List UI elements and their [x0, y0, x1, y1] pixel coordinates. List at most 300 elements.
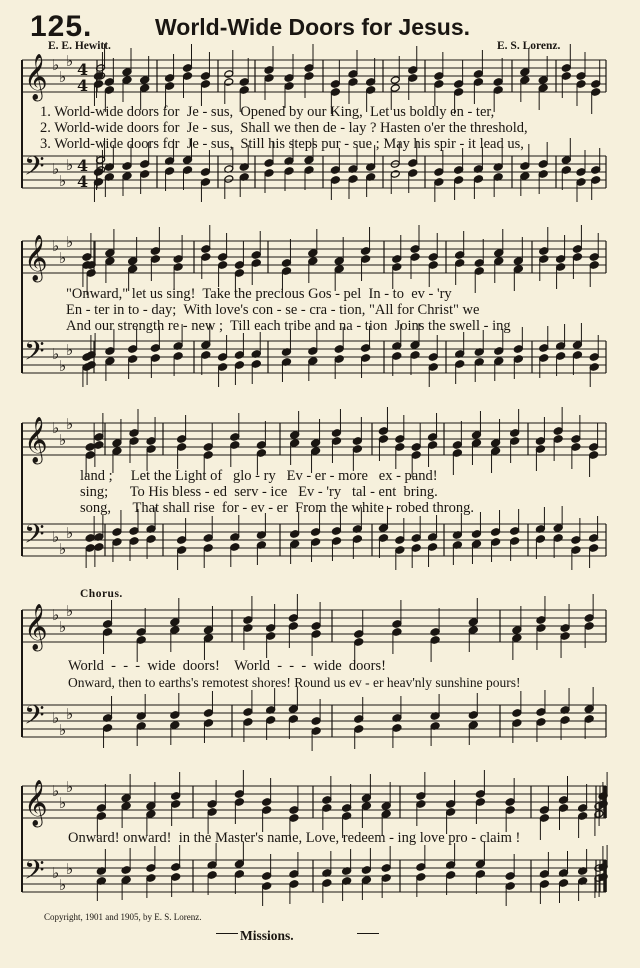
notehead [578, 812, 588, 821]
notehead [165, 74, 175, 83]
notehead [207, 808, 217, 817]
notehead [556, 263, 566, 272]
notehead [428, 363, 438, 372]
notehead [576, 168, 586, 177]
notehead [361, 876, 371, 885]
notehead [494, 357, 504, 366]
notehead [361, 354, 371, 363]
time-signature: 4 [77, 156, 89, 175]
notehead [348, 70, 358, 79]
notehead [290, 431, 300, 440]
notehead [330, 176, 340, 185]
notehead [454, 176, 464, 185]
notehead [207, 871, 217, 880]
notehead [410, 253, 420, 262]
notehead [591, 88, 601, 97]
notehead [471, 431, 481, 440]
notehead [408, 74, 418, 83]
notehead [366, 86, 376, 95]
notehead [200, 80, 210, 89]
copyright-notice: Copyright, 1901 and 1905, by E. S. Lorenz. [44, 912, 202, 922]
notehead [584, 705, 594, 714]
notehead [243, 708, 253, 717]
notehead [173, 255, 183, 264]
notehead [471, 530, 481, 539]
notehead [330, 166, 340, 175]
notehead [122, 172, 132, 181]
hymn-title: World-Wide Doors for Jesus. [155, 14, 471, 40]
notehead [183, 166, 193, 175]
notehead [165, 167, 175, 176]
flat-sign: ♭ [66, 341, 74, 359]
notehead [201, 341, 211, 350]
notehead [536, 718, 546, 727]
notehead [468, 626, 478, 635]
notehead [536, 616, 546, 625]
notehead [491, 447, 501, 456]
notehead [471, 540, 481, 549]
notehead [475, 860, 485, 869]
notehead [183, 72, 193, 81]
flat-sign: ♭ [66, 415, 74, 433]
notehead [288, 622, 298, 631]
notehead [243, 624, 253, 633]
system1-verse1: 1. World-wide doors for Je - sus, Opened by our King, Let us boldly en - ter, [40, 104, 495, 120]
notehead [262, 798, 272, 807]
notehead [128, 265, 138, 274]
notehead [491, 538, 501, 547]
notehead [146, 437, 156, 446]
notehead [121, 866, 131, 875]
notehead [520, 76, 530, 85]
notehead [129, 429, 139, 438]
notehead [408, 66, 418, 75]
notehead [416, 863, 426, 872]
notehead [239, 78, 249, 87]
notehead [264, 169, 274, 178]
notehead [491, 528, 501, 537]
notehead [200, 72, 210, 81]
hymn-number: 125. [30, 10, 93, 43]
bass-clef: 𝄢 [24, 854, 45, 892]
notehead [122, 76, 132, 85]
notehead [218, 353, 228, 362]
notehead [452, 449, 462, 458]
notehead [264, 159, 274, 168]
notehead [177, 443, 187, 452]
notehead [473, 78, 483, 87]
notehead [572, 341, 582, 350]
notehead [146, 802, 156, 811]
notehead [589, 451, 599, 460]
notehead [128, 257, 138, 266]
notehead [454, 88, 464, 97]
notehead [171, 863, 181, 872]
notehead [201, 351, 211, 360]
notehead [411, 544, 421, 553]
notehead [411, 451, 421, 460]
notehead [103, 628, 113, 637]
notehead [136, 628, 146, 637]
chorus-label: Chorus. [80, 588, 123, 600]
notehead [288, 705, 298, 714]
notehead [561, 166, 571, 175]
notehead [234, 798, 244, 807]
notehead [411, 443, 421, 452]
bass-clef: 𝄢 [24, 335, 45, 373]
notehead [304, 72, 314, 81]
notehead [381, 802, 391, 811]
notehead [264, 66, 274, 75]
notehead [471, 439, 481, 448]
notehead [173, 352, 183, 361]
time-signature: 4 [77, 76, 89, 95]
notehead [251, 251, 261, 260]
flat-sign: ♭ [66, 52, 74, 70]
notehead [520, 172, 530, 181]
notehead [416, 800, 426, 809]
notehead [512, 626, 522, 635]
notehead [392, 620, 402, 629]
notehead [539, 806, 549, 815]
bass-clef: 𝄢 [24, 150, 45, 188]
notehead [416, 873, 426, 882]
notehead [150, 354, 160, 363]
notehead [201, 245, 211, 254]
notehead [85, 443, 95, 452]
notehead [96, 812, 106, 821]
notehead [455, 251, 465, 260]
notehead [589, 443, 599, 452]
flat-sign: ♭ [66, 705, 74, 723]
notehead [446, 808, 456, 817]
notehead [366, 78, 376, 87]
notehead [234, 790, 244, 799]
notehead [330, 80, 340, 89]
notehead [311, 622, 321, 631]
notehead [165, 82, 175, 91]
flat-sign: ♭ [52, 864, 60, 882]
notehead [410, 351, 420, 360]
notehead [330, 88, 340, 97]
notehead [93, 80, 103, 89]
notehead [561, 72, 571, 81]
notehead [218, 253, 228, 262]
notehead [584, 614, 594, 623]
notehead [94, 543, 104, 552]
flat-sign: ♭ [66, 860, 74, 878]
flat-sign: ♭ [66, 778, 74, 796]
notehead [576, 178, 586, 187]
notehead [354, 638, 364, 647]
notehead [140, 76, 150, 85]
notehead [281, 267, 291, 276]
notehead [334, 265, 344, 274]
notehead [121, 794, 131, 803]
notehead [559, 796, 569, 805]
notehead [576, 80, 586, 89]
notehead [392, 255, 402, 264]
notehead [589, 544, 599, 553]
notehead [428, 441, 438, 450]
notehead [104, 86, 114, 95]
notehead [553, 427, 563, 436]
flat-sign: ♭ [66, 602, 74, 620]
notehead [352, 445, 362, 454]
notehead [536, 708, 546, 717]
notehead [203, 534, 213, 543]
notehead [264, 74, 274, 83]
notehead [553, 524, 563, 533]
notehead [589, 261, 599, 270]
footer-rule-left [216, 933, 238, 934]
notehead [289, 806, 299, 815]
notehead [428, 253, 438, 262]
notehead [535, 437, 545, 446]
notehead [491, 439, 501, 448]
notehead [311, 439, 321, 448]
chorus-line2: Onward, then to earths's remotest shores! Round us ev - er heav'nly sunshine pours! [68, 675, 521, 690]
notehead [559, 879, 569, 888]
chorus-line3: Onward! onward! in the Master's name, Love, redeem - ing love pro - claim ! [68, 830, 521, 846]
notehead [553, 534, 563, 543]
notehead [392, 352, 402, 361]
notehead [308, 347, 318, 356]
notehead [218, 363, 228, 372]
notehead [348, 78, 358, 87]
flat-sign: ♭ [66, 233, 74, 251]
notehead [475, 798, 485, 807]
notehead [428, 433, 438, 442]
treble-clef: 𝄞 [24, 604, 48, 650]
flat-sign: ♭ [59, 876, 67, 894]
notehead [122, 68, 132, 77]
notehead [85, 534, 95, 543]
notehead [361, 802, 371, 811]
notehead [256, 449, 266, 458]
notehead [304, 166, 314, 175]
notehead [105, 249, 115, 258]
notehead [455, 360, 465, 369]
notehead [289, 814, 299, 823]
time-signature: 4 [77, 60, 89, 79]
notehead [584, 622, 594, 631]
notehead [105, 347, 115, 356]
notehead [224, 70, 234, 79]
notehead [171, 800, 181, 809]
notehead [203, 544, 213, 553]
notehead [94, 441, 104, 450]
flat-sign: ♭ [59, 357, 67, 375]
system1-verse2: 2. World-wide doors for Je - sus, Shall we then de - lay ? Hasten o'er the threshold, [40, 120, 528, 136]
notehead [474, 267, 484, 276]
notehead [262, 872, 272, 881]
notehead [103, 724, 113, 733]
notehead [539, 344, 549, 353]
notehead [331, 437, 341, 446]
notehead [392, 263, 402, 272]
notehead [352, 535, 362, 544]
notehead [571, 546, 581, 555]
notehead [85, 451, 95, 460]
notehead [455, 259, 465, 268]
flat-sign: ♭ [52, 237, 60, 255]
notehead [170, 721, 180, 730]
notehead [434, 80, 444, 89]
notehead [183, 156, 193, 165]
notehead [266, 716, 276, 725]
notehead [556, 255, 566, 264]
notehead [408, 159, 418, 168]
notehead [494, 249, 504, 258]
flat-sign: ♭ [59, 431, 67, 449]
notehead [559, 804, 569, 813]
notehead [207, 800, 217, 809]
notehead [513, 257, 523, 266]
notehead [494, 347, 504, 356]
notehead [408, 169, 418, 178]
notehead [539, 814, 549, 823]
notehead [589, 253, 599, 262]
notehead [475, 870, 485, 879]
notehead [146, 874, 156, 883]
notehead [200, 178, 210, 187]
notehead [177, 435, 187, 444]
flat-sign: ♭ [59, 172, 67, 190]
notehead [224, 175, 234, 184]
system2-verse3: And our strength re - new ; Till each tribe and na - tion Joins the swell - ing [66, 318, 511, 334]
notehead [342, 812, 352, 821]
notehead [234, 361, 244, 370]
notehead [561, 156, 571, 165]
notehead [571, 435, 581, 444]
notehead [239, 86, 249, 95]
notehead [538, 170, 548, 179]
notehead [410, 245, 420, 254]
notehead [290, 530, 300, 539]
notehead [146, 445, 156, 454]
notehead [93, 168, 103, 177]
notehead [96, 804, 106, 813]
notehead [589, 353, 599, 362]
notehead [331, 537, 341, 546]
notehead [591, 176, 601, 185]
notehead [348, 175, 358, 184]
notehead [234, 860, 244, 869]
flat-sign: ♭ [52, 419, 60, 437]
notehead [539, 247, 549, 256]
notehead [234, 269, 244, 278]
flat-sign: ♭ [52, 606, 60, 624]
notehead [311, 447, 321, 456]
notehead [434, 178, 444, 187]
notehead [140, 170, 150, 179]
notehead [288, 614, 298, 623]
notehead [121, 802, 131, 811]
notehead [539, 255, 549, 264]
notehead [230, 433, 240, 442]
notehead [411, 534, 421, 543]
notehead [473, 70, 483, 79]
notehead [150, 344, 160, 353]
notehead [308, 249, 318, 258]
notehead [430, 628, 440, 637]
notehead [322, 879, 332, 888]
notehead [251, 259, 261, 268]
notehead [289, 880, 299, 889]
notehead [243, 616, 253, 625]
flat-sign: ♭ [66, 524, 74, 542]
notehead [561, 64, 571, 73]
flat-sign: ♭ [52, 56, 60, 74]
notehead [289, 870, 299, 879]
notehead [266, 624, 276, 633]
notehead [304, 156, 314, 165]
notehead [262, 806, 272, 815]
notehead [128, 345, 138, 354]
flat-sign: ♭ [59, 540, 67, 558]
flat-sign: ♭ [52, 345, 60, 363]
flat-sign: ♭ [59, 721, 67, 739]
notehead [535, 535, 545, 544]
author-credit: E. E. Hewitt. [48, 40, 111, 52]
notehead [200, 168, 210, 177]
notehead [446, 800, 456, 809]
notehead [334, 257, 344, 266]
system3-verse2: sing; To His bless - ed serv - ice Ev - 'ry tal - ent bring. [80, 484, 438, 500]
bass-clef: 𝄢 [24, 699, 45, 737]
notehead [430, 636, 440, 645]
notehead [589, 534, 599, 543]
notehead [510, 537, 520, 546]
notehead [591, 80, 601, 89]
notehead [539, 354, 549, 363]
notehead [311, 528, 321, 537]
notehead [354, 715, 364, 724]
notehead [378, 524, 388, 533]
footer-rule-right [357, 933, 379, 934]
notehead [290, 439, 300, 448]
flat-sign: ♭ [52, 709, 60, 727]
notehead [446, 871, 456, 880]
notehead [284, 82, 294, 91]
composer-credit: E. S. Lorenz. [497, 40, 561, 52]
notehead [510, 527, 520, 536]
notehead [334, 345, 344, 354]
notehead [505, 882, 515, 891]
notehead [493, 78, 503, 87]
notehead [308, 257, 318, 266]
flat-sign: ♭ [59, 249, 67, 267]
notehead [452, 441, 462, 450]
notehead [170, 711, 180, 720]
system2-verse2: En - ter in to - day; With love's con - se - cra - tion, "All for Christ" we [66, 302, 480, 318]
flat-sign: ♭ [66, 156, 74, 174]
notehead [256, 441, 266, 450]
notehead [513, 265, 523, 274]
notehead [105, 357, 115, 366]
notehead [129, 527, 139, 536]
notehead [203, 719, 213, 728]
notehead [311, 727, 321, 736]
notehead [454, 80, 464, 89]
notehead [560, 716, 570, 725]
notehead [136, 636, 146, 645]
notehead [395, 546, 405, 555]
notehead [322, 796, 332, 805]
notehead [234, 351, 244, 360]
notehead [94, 433, 104, 442]
